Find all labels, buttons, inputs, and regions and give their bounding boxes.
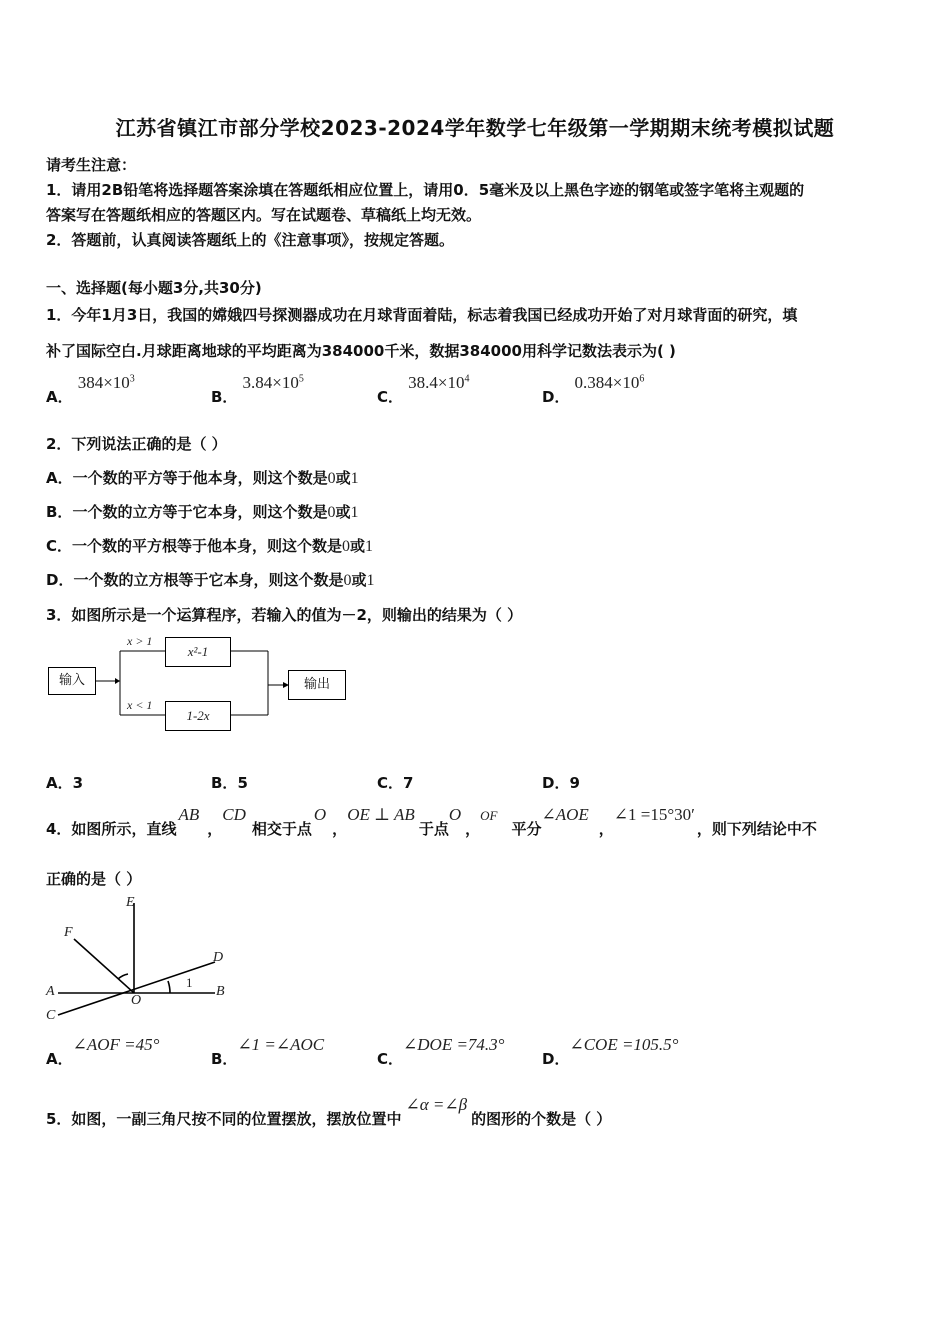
q1-option-d[interactable] — [542, 372, 645, 406]
q1-option-b[interactable] — [211, 372, 304, 406]
q4-option-d[interactable]: D．∠COE =105.5° — [542, 1035, 679, 1068]
q4-stem-line2: 正确的是（ ） — [46, 870, 142, 888]
q1-option-a[interactable] — [46, 372, 135, 406]
angle-arc-aof — [118, 974, 128, 979]
q5-stem: 5．如图，一副三角尺按不同的位置摆放，摆放位置中∠α =∠β的图形的个数是（ ） — [46, 1095, 612, 1128]
flow-expr-bottom-box: 1-2x — [165, 701, 231, 731]
q2-option-d[interactable]: D．一个数的立方根等于它本身，则这个数是0或1 — [46, 571, 375, 589]
option-value: $0.384\times 10^6$ — [574, 373, 645, 392]
q3-option-a[interactable]: A．3 — [46, 774, 84, 792]
q1-stem-line2: 补了国际空白.月球距离地球的平均距离为384000千米，数据384000用科学记数法表示为( ) — [46, 342, 676, 360]
notice-line-2: 2．答题前，认真阅读答题纸上的《注意事项》，按规定答题。 — [46, 231, 454, 249]
page-title: 江苏省镇江市部分学校2023-2024学年数学七年级第一学期期末统考模拟试题 — [115, 116, 835, 140]
flow-expr-top-box: x²-1 — [165, 637, 231, 667]
q2-option-c[interactable]: C．一个数的平方根等于他本身，则这个数是0或1 — [46, 537, 374, 555]
angle-arc-1 — [168, 981, 170, 993]
q1-option-c[interactable] — [377, 372, 470, 406]
point-label-b: B — [216, 984, 225, 999]
option-label: C． — [377, 388, 404, 406]
point-label-c: C — [46, 1008, 56, 1023]
notice-heading: 请考生注意： — [46, 156, 137, 174]
q3-stem: 3．如图所示是一个运算程序，若输入的值为－2，则输出的结果为（ ） — [46, 606, 523, 624]
flow-cond-top: x > 1 — [127, 634, 153, 648]
flow-input-box: 输入 — [48, 667, 96, 695]
point-label-f: F — [64, 925, 73, 940]
point-label-o: O — [131, 993, 142, 1008]
q4-option-a[interactable]: A．∠AOF =45° — [46, 1035, 160, 1068]
q2-stem: 2．下列说法正确的是（ ） — [46, 435, 227, 453]
q2-option-b[interactable]: B．一个数的立方等于它本身，则这个数是0或1 — [46, 503, 359, 521]
notice-line-1a: 1．请用2B铅笔将选择题答案涂填在答题纸相应位置上，请用0．5毫米及以上黑色字迹的钢笔或签字笔将主观题的 — [46, 181, 805, 199]
notice-line-1b: 答案写在答题纸相应的答题区内。写在试题卷、草稿纸上均无效。 — [46, 206, 482, 224]
arrow-head — [115, 678, 120, 684]
flow-output-box: 输出 — [288, 670, 346, 700]
ray-of — [74, 939, 134, 993]
q3-option-b[interactable]: B．5 — [211, 774, 248, 792]
option-label: A． — [46, 388, 73, 406]
q3-option-d[interactable]: D．9 — [542, 774, 580, 792]
q2-option-a[interactable]: A．一个数的平方等于他本身，则这个数是0或1 — [46, 469, 359, 487]
q3-option-c[interactable]: C．7 — [377, 774, 414, 792]
section-heading: 一、选择题(每小题3分,共30分) — [46, 279, 262, 297]
point-label-e: E — [126, 895, 135, 910]
angle-label-1: 1 — [186, 975, 193, 990]
option-value: $384\times 10^3$ — [77, 373, 135, 392]
q4-option-b[interactable]: B．∠1 =∠AOC — [211, 1035, 325, 1068]
q4-stem-line1: 4．如图所示，直线AB，CD相交于点O，OE ⊥ AB于点O，OF平分∠AOE，∠1 =15°30′，则下列结论中不 — [46, 805, 817, 838]
option-value: $38.4\times 10^4$ — [408, 373, 470, 392]
q4-option-c[interactable]: C．∠DOE =74.3° — [377, 1035, 505, 1068]
option-label: B． — [211, 388, 238, 406]
q1-stem-line1: 1．今年1月3日，我国的嫦娥四号探测器成功在月球背面着陆，标志着我国已经成功开始了对月球背面的研究，填 — [46, 306, 798, 324]
option-label: D． — [542, 388, 570, 406]
point-label-d: D — [213, 950, 224, 965]
point-label-a: A — [46, 984, 55, 999]
option-value: $3.84\times 10^5$ — [242, 373, 304, 392]
flow-cond-bottom: x < 1 — [127, 698, 153, 712]
